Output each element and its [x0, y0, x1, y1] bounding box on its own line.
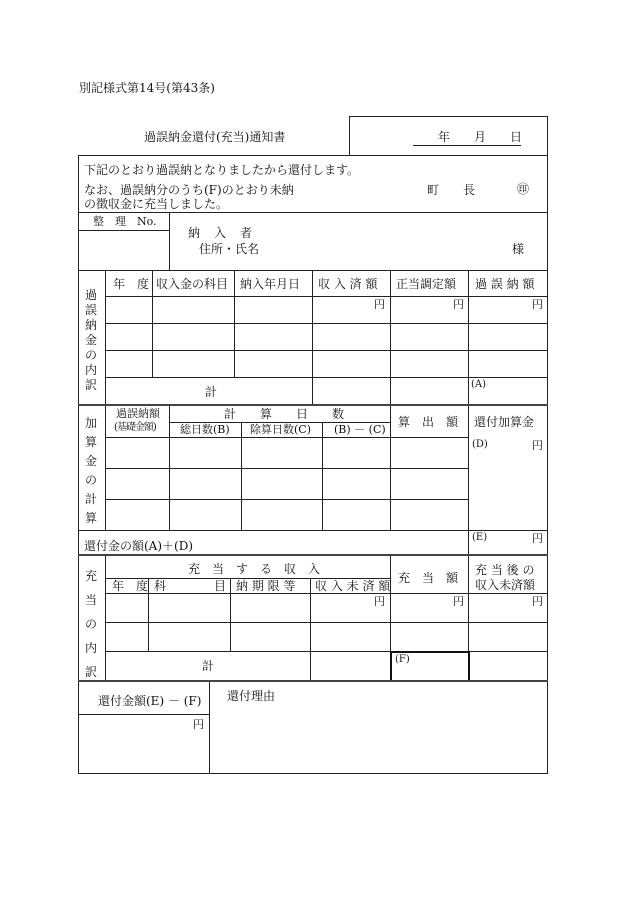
- overpaid-amount-label: 過誤納額: [116, 407, 160, 420]
- refund-reason-label: 還付理由: [227, 689, 276, 703]
- mark-e: (E): [472, 532, 488, 543]
- refund-amount-label: 還付金額(E) － (F): [98, 694, 202, 708]
- form-id: 別記様式第14号(第43条): [79, 81, 215, 95]
- yen-unit: 円: [453, 298, 464, 311]
- form-title: 過誤納金還付(充当)通知書: [144, 130, 286, 144]
- yen-unit: 円: [532, 298, 543, 311]
- reference-number-label: 整 理 No.: [93, 215, 157, 228]
- payer-label: 納 入 者: [188, 226, 254, 240]
- yen-unit: 円: [532, 595, 543, 608]
- alloc-col-due-date: 納 期 限 等: [236, 579, 296, 593]
- notice-line-3: の徴収金に充当しました。: [84, 197, 229, 211]
- seal-mark: ㊞: [517, 182, 530, 196]
- addition-side-label: 加 算 金 の 計 算: [84, 416, 97, 525]
- alloc-col-unpaid: 収 入 未 済 額: [315, 579, 391, 593]
- col-overpaid-amount: 過 誤 納 額: [475, 277, 535, 291]
- notice-line-1: 下記のとおり過誤納となりましたから還付します。: [84, 163, 360, 177]
- refund-sum-label: 還付金の額(A)＋(D): [84, 539, 194, 553]
- yen-unit: 円: [532, 439, 543, 452]
- alloc-col-allocated: 充 当 額: [398, 571, 459, 585]
- yen-unit: 円: [374, 298, 385, 311]
- honorific: 様: [512, 242, 525, 256]
- issue-date: 年 月 日: [438, 130, 523, 144]
- yen-unit: 円: [453, 595, 464, 608]
- alloc-col-after-2: 収入未済額: [475, 578, 536, 592]
- col-fiscal-year: 年 度: [113, 277, 150, 291]
- total-days-label: 総日数(B): [180, 423, 230, 436]
- breakdown-total-label: 計: [205, 385, 218, 399]
- mayor-title: 町 長: [427, 183, 476, 197]
- notice-line-2: なお、過誤納分のうち(F)のとおり未納: [84, 183, 294, 197]
- alloc-col-subject-a: 科: [154, 579, 167, 593]
- excluded-days-label: 除算日数(C): [250, 423, 311, 436]
- frame-right: [547, 116, 548, 774]
- allocation-total-label: 計: [202, 659, 215, 673]
- frame-bottom: [78, 773, 548, 774]
- yen-unit: 円: [374, 595, 385, 608]
- payer-address-name-label: 住所・氏名: [199, 242, 260, 256]
- mark-d: (D): [472, 439, 488, 450]
- col-amount-received: 収 入 済 額: [318, 277, 378, 291]
- yen-unit: 円: [532, 532, 543, 545]
- computed-amount-label: 算 出 額: [398, 415, 459, 429]
- date-underline: [413, 145, 521, 146]
- alloc-col-subject-b: 目: [214, 579, 227, 593]
- refund-addition-label: 還付加算金: [474, 415, 535, 429]
- alloc-col-year: 年 度: [112, 579, 149, 593]
- col-payment-date: 納入年月日: [240, 277, 301, 291]
- income-to-allocate-header: 充 当 す る 収 入: [188, 562, 321, 576]
- yen-unit: 円: [193, 718, 204, 731]
- mark-f: (F): [395, 654, 410, 665]
- alloc-col-after-1: 充 当 後 の: [475, 563, 535, 577]
- mark-a: (A): [471, 379, 487, 390]
- base-amount-label: (基礎金額): [114, 422, 156, 433]
- b-minus-c-label: (B) － (C): [334, 423, 386, 436]
- allocation-side-label: 充 当 の 内 訳: [84, 569, 97, 679]
- breakdown-side-label: 過 誤 納 金 の 内 訳: [84, 288, 97, 392]
- col-income-subject: 収入金の科目: [156, 277, 229, 291]
- days-calc-label: 計 算 日 数: [224, 407, 345, 421]
- col-proper-assessed: 正当調定額: [396, 277, 457, 291]
